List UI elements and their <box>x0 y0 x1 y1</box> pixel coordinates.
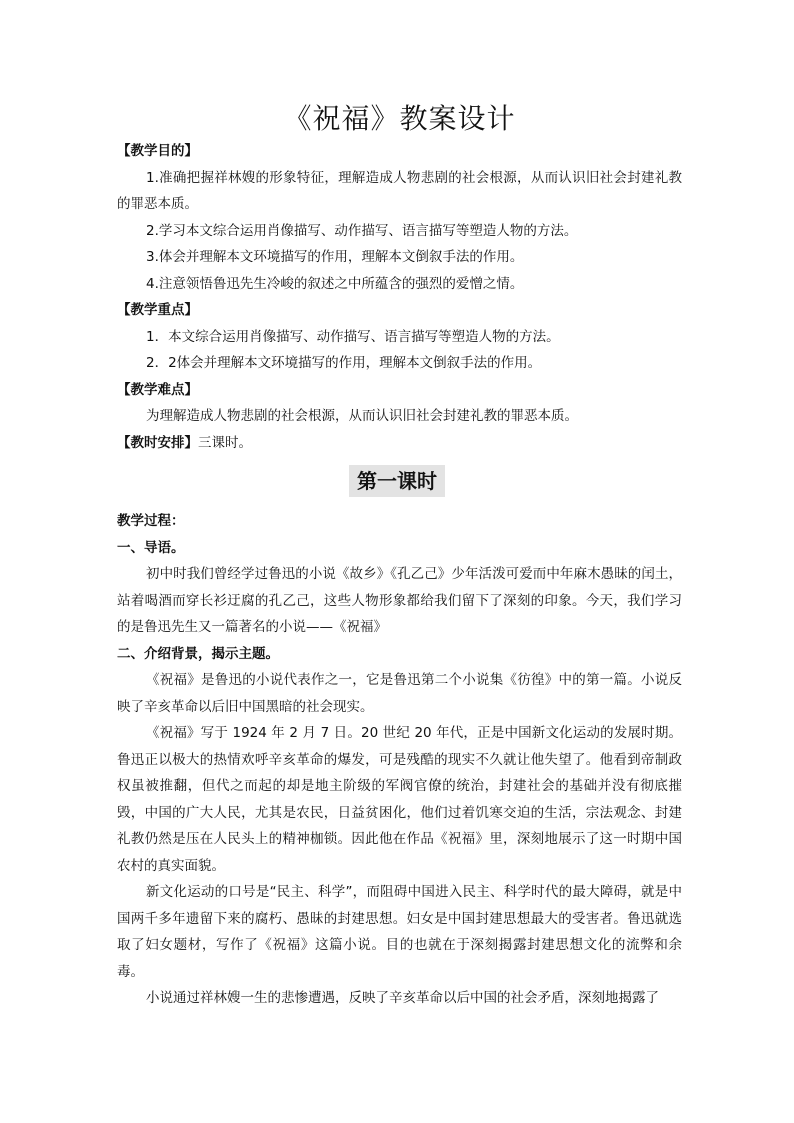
background-paragraph: 《祝福》是鲁迅的小说代表作之一，它是鲁迅第二个小说集《彷徨》中的第一篇。小说反映了辛亥革命以后旧中国黑暗的社会现实。 <box>117 672 682 715</box>
intro-heading: 一、导语。 <box>117 539 185 556</box>
schedule-text: 三课时。 <box>198 434 252 451</box>
teaching-goals-section <box>117 138 682 456</box>
background-paragraph: 新文化运动的口号是“民主、科学”，而阻碍中国进入民主、科学时代的最大障碍，就是中国两千多年遗留下来的腐朽、愚昧的封建思想。妇女是中国封建思想最大的受害者。鲁迅就选取了妇女题材，写作了《祝福》这篇小说。目的也就在于深刻揭露封建思想文化的流弊和余毒。 <box>117 884 682 980</box>
teaching-process-section <box>117 508 682 1012</box>
lesson-label: 第一课时 <box>349 465 445 497</box>
document-title: 《祝福》教案设计 <box>283 102 516 135</box>
process-heading: 教学过程： <box>117 513 185 529</box>
difficulties-text: 为理解造成人物悲剧的社会根源，从而认识旧社会封建礼教的罪恶本质。 <box>146 408 578 424</box>
background-heading: 二、介绍背景，揭示主题。 <box>117 645 279 662</box>
difficulties-heading: 【教学难点】 <box>117 381 198 398</box>
teaching-goals-heading: 【教学目的】 <box>117 143 198 159</box>
teaching-goal-item: 2.学习本文综合运用肖像描写、动作描写、语言描写等塑造人物的方法。 <box>146 222 578 239</box>
teaching-goal-item: 1.准确把握祥林嫂的形象特征，理解造成人物悲剧的社会根源，从而认识旧社会封建礼教的罪恶本质。 <box>117 169 682 212</box>
key-point-item: 1．本文综合运用肖像描写、动作描写、语言描写等塑造人物的方法。 <box>146 328 560 345</box>
schedule-line <box>117 430 682 457</box>
background-paragraph: 小说通过祥林嫂一生的悲惨遭遇，反映了辛亥革命以后中国的社会矛盾，深刻地揭露了 <box>146 990 659 1006</box>
teaching-goal-item: 3.体会并理解本文环境描写的作用，理解本文倒叙手法的作用。 <box>146 249 524 265</box>
key-points-heading: 【教学重点】 <box>117 302 198 318</box>
intro-paragraph: 初中时我们曾经学过鲁迅的小说《故乡》《孔乙己》少年活泼可爱而中年麻木愚昧的闰土，站着喝酒而穿长衫迂腐的孔乙己，这些人物形象都给我们留下了深刻的印象。今天，我们学习的是鲁迅先生又一篇著名的小说——《祝福》 <box>117 566 682 635</box>
teaching-goal-item: 4.注意领悟鲁迅先生冷峻的叙述之中所蕴含的强烈的爱憎之情。 <box>146 275 524 292</box>
key-point-item: 2．2体会并理解本文环境描写的作用，理解本文倒叙手法的作用。 <box>146 355 542 371</box>
schedule-heading: 【教时安排】 <box>117 434 198 451</box>
background-paragraph: 《祝福》写于 1924 年 2 月 7 日。20 世纪 20 年代，正是中国新文化运动的发展时期。鲁迅正以极大的热情欢呼辛亥革命的爆发，可是残酷的现实不久就让他失望了。他看到帝制政权虽被推翻，但代之而起的却是地主阶级的军阀官僚的统治，封建社会的基础并没有彻底摧毁，中国的广大人民，尤其是农民，日益贫困化，他们过着饥寒交迫的生活，宗法观念、封建礼教仍然是压在人民头上的精神枷锁。因此他在作品《祝福》里，深刻地展示了这一时期中国农村的真实面貌。 <box>117 725 682 874</box>
